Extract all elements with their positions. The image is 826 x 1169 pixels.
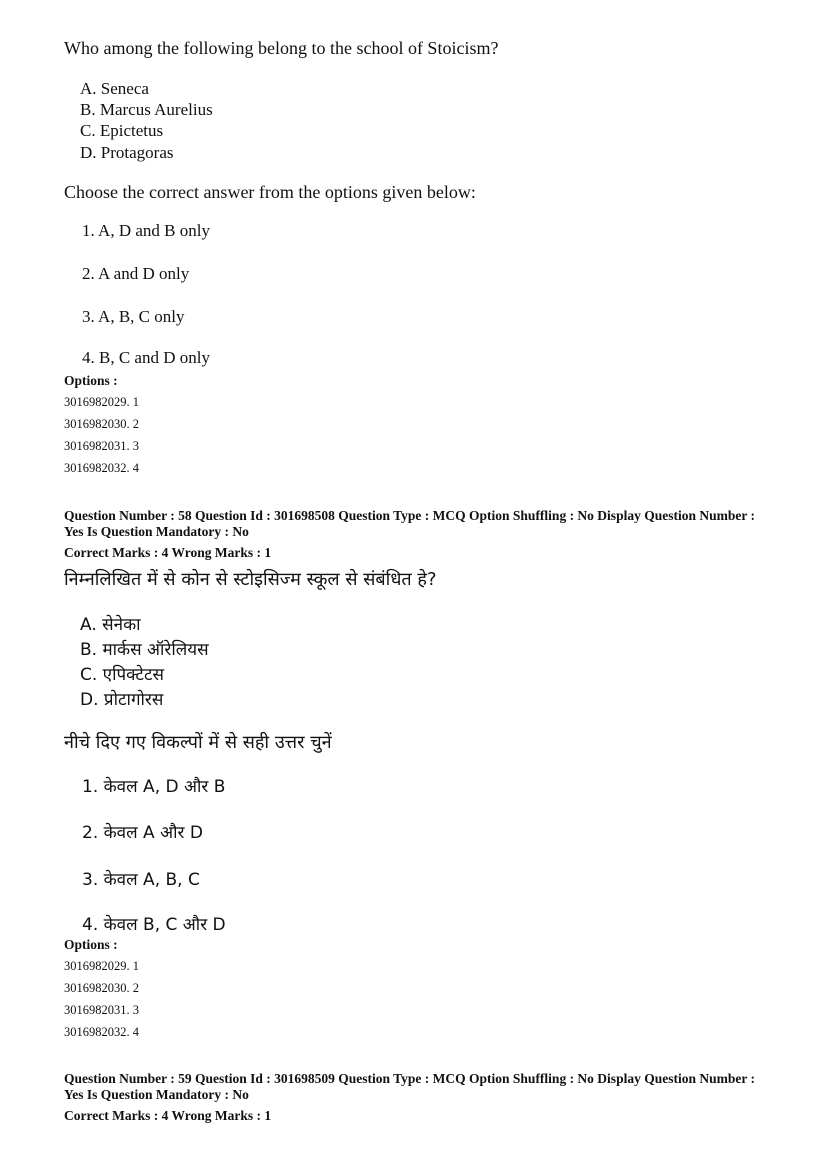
marks-line: Correct Marks : 4 Wrong Marks : 1 xyxy=(64,545,272,560)
answer-choice-hindi: 4. केवल B, C और D xyxy=(82,915,226,935)
answer-choice: 4. B, C and D only xyxy=(82,348,210,367)
question-text-hindi: निम्नलिखित में से कोन से स्टोइसिज्म स्कूल से संबंधित हे? xyxy=(64,569,437,590)
question-meta: Question Number : 59 Question Id : 301698509 Question Type : MCQ Option Shuffling : No Display Question Number : Yes Is Question Mandatory : No xyxy=(64,1071,755,1102)
option-id: 3016982032. 4 xyxy=(64,1025,139,1039)
statement-item-hindi: B. मार्कस ऑरेलियस xyxy=(80,640,209,660)
statement-item-hindi: C. एपिक्टेटस xyxy=(80,665,165,685)
instruction-text: Choose the correct answer from the options given below: xyxy=(64,182,476,202)
answer-choice: 1. A, D and B only xyxy=(82,221,210,240)
statement-item: C. Epictetus xyxy=(80,121,164,140)
option-id: 3016982030. 2 xyxy=(64,981,139,995)
answer-choice: 3. A, B, C only xyxy=(82,307,185,326)
option-id: 3016982030. 2 xyxy=(64,417,139,431)
options-label: Options : xyxy=(64,937,118,952)
question-meta: Question Number : 58 Question Id : 301698508 Question Type : MCQ Option Shuffling : No Display Question Number : Yes Is Question Mandatory : No xyxy=(64,508,755,539)
statement-item: B. Marcus Aurelius xyxy=(80,100,213,119)
answer-choice: 2. A and D only xyxy=(82,264,190,283)
option-id: 3016982029. 1 xyxy=(64,395,139,409)
option-id: 3016982031. 3 xyxy=(64,1003,139,1017)
statement-item-hindi: A. सेनेका xyxy=(80,615,141,635)
options-label: Options : xyxy=(64,373,118,388)
question-text: Who among the following belong to the school of Stoicism? xyxy=(64,38,499,58)
statement-item-hindi: D. प्रोटागोरस xyxy=(80,690,164,710)
instruction-text-hindi: नीचे दिए गए विकल्पों में से सही उत्तर चुनें xyxy=(64,732,332,753)
option-id: 3016982031. 3 xyxy=(64,439,139,453)
statement-item: D. Protagoras xyxy=(80,143,174,162)
statement-item: A. Seneca xyxy=(80,79,149,98)
marks-line: Correct Marks : 4 Wrong Marks : 1 xyxy=(64,1108,272,1123)
answer-choice-hindi: 1. केवल A, D और B xyxy=(82,777,226,797)
option-id: 3016982029. 1 xyxy=(64,959,139,973)
answer-choice-hindi: 2. केवल A और D xyxy=(82,823,203,843)
option-id: 3016982032. 4 xyxy=(64,461,139,475)
answer-choice-hindi: 3. केवल A, B, C xyxy=(82,870,200,890)
